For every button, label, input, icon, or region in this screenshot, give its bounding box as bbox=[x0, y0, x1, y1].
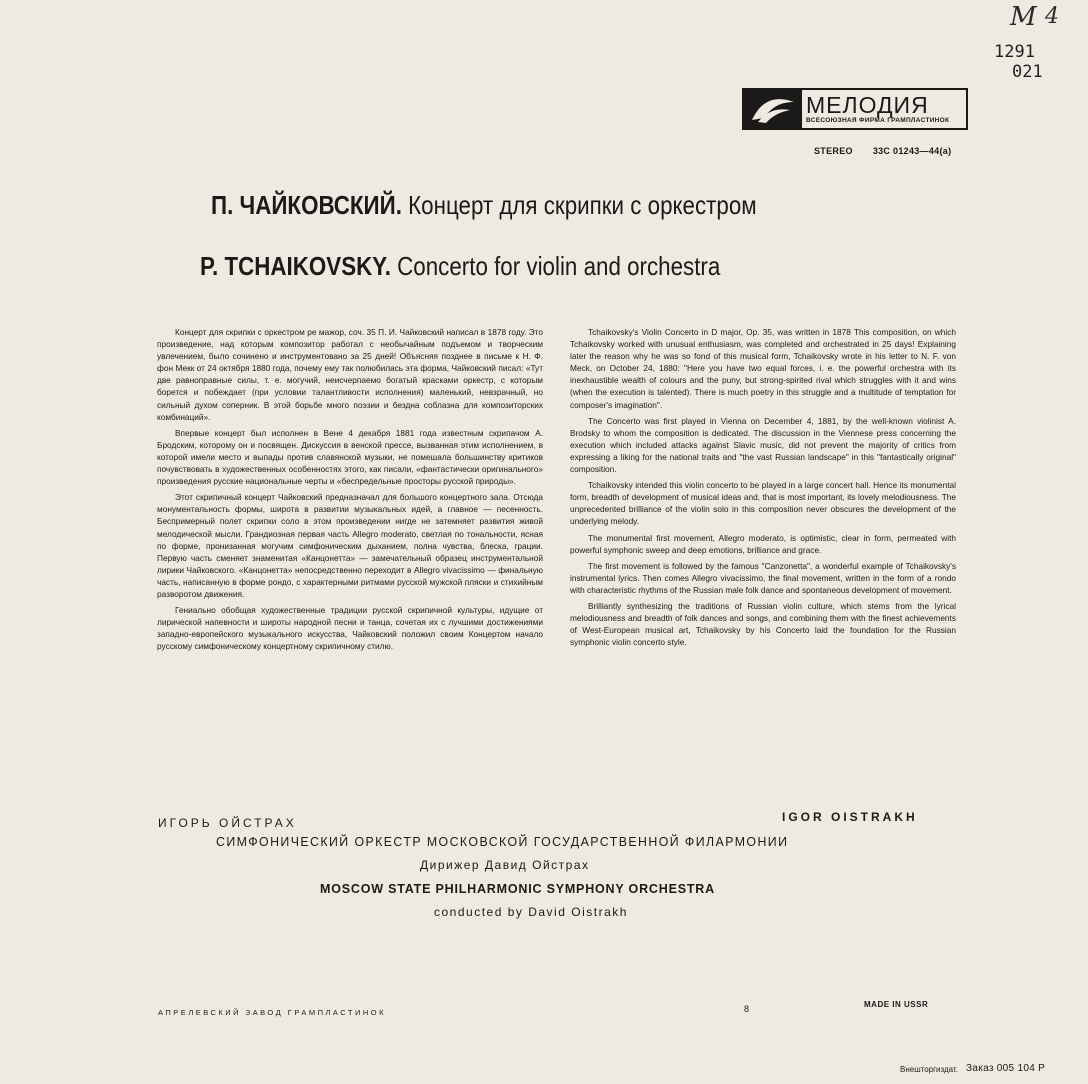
notes-ru-paragraph: Впервые концерт был исполнен в Вене 4 декабря 1881 года известным скрипачом А. Бродским, которому он и посвящен. Дискуссия в венской прессе, вызванная этим исполнением, в которой имели место и выпады против славянской музыки, не помешала большинству критиков почувствовать в художественных особенностях этого, как писали, «фантастически оригинального» произведения русские национальные черты и «беспредельные просторы русской природы». bbox=[157, 427, 543, 487]
soloist-russian: ИГОРЬ ОЙСТРАХ bbox=[158, 816, 297, 830]
work-english: Concerto for violin and orchestra bbox=[397, 251, 721, 281]
notes-ru-paragraph: Концерт для скрипки с оркестром ре мажор, соч. 35 П. И. Чайковский написал в 1878 году. Это произведение, над которым композитор работал с необычайным подъемом и творческим увлечением, было сочинено и инструментовано за 25 дней! Объясняя позднее в письме к Н. Ф. фон Мекк от 24 октября 1880 года, почему ему так полюбилась эта форма, Чайковский писал: «Тут две равноправные силы, т. е. могучий, неисчерпаемо богатый красками оркестр, с которым борется и побеждает (при условии талантливости исполнения) маленький, невзрачный, но сильный духом соперник. В этой борьбе много поэзии и бездна соблазна для композиторских комбинаций». bbox=[157, 327, 543, 422]
notes-en-paragraph: The Concerto was first played in Vienna on December 4, 1881, by the well-known violinist A. Brodsky to whom the composition is dedicated. The discussion in the Viennese press concerning the execution which included attacks against Slavic music, did not prevent the majority of critics from expressing a liking for the national traits and "the vast Russian landscape" in this "fantastically original" composition. bbox=[570, 415, 956, 475]
stamp-number-1: 1291 bbox=[994, 42, 1035, 62]
melodiya-logo-subtitle: ВСЕСОЮЗНАЯ ФИРМА ГРАМПЛАСТИНОК bbox=[806, 117, 950, 124]
composer-russian: П. ЧАЙКОВСКИЙ. bbox=[211, 190, 402, 220]
pressing-plant: АПРЕЛЕВСКИЙ ЗАВОД ГРАМПЛАСТИНОК bbox=[158, 1008, 386, 1017]
orchestra-english: MOSCOW STATE PHILHARMONIC SYMPHONY ORCHESTRA bbox=[320, 882, 715, 896]
composer-english: P. TCHAIKOVSKY. bbox=[200, 251, 391, 281]
stereo-label: STEREO bbox=[814, 146, 853, 156]
melodiya-logo bbox=[742, 88, 968, 130]
publisher-label: Внешторгиздат. bbox=[900, 1065, 958, 1074]
notes-en-paragraph: The monumental first movement, Allegro moderato, is optimistic, clear in form, permeated with powerful symphonic sweep and deep emotions, brilliance and grace. bbox=[570, 532, 956, 555]
liner-notes-russian bbox=[157, 326, 543, 656]
catalog-info bbox=[814, 146, 951, 156]
page-number: 8 bbox=[744, 1004, 752, 1014]
handwritten-mark-m: M bbox=[1010, 2, 1037, 32]
melodiya-emblem-icon bbox=[744, 90, 802, 128]
conductor-russian: Дирижер Давид Ойстрах bbox=[420, 858, 590, 872]
melodiya-logo-name: МЕЛОДИЯ bbox=[806, 92, 929, 118]
notes-en-paragraph: Brilliantly synthesizing the traditions of Russian violin culture, which stems from the lyrical melodiousness and breadth of folk dances and songs, and combining them with the finest achievements of West-European musical art, Tchaikovsky by his Concerto laid the foundation for the Russian symphonic violin concerto style. bbox=[570, 600, 956, 648]
soloist-english: IGOR OISTRAKH bbox=[782, 810, 918, 824]
order-number: Заказ 005 104 Р bbox=[966, 1063, 1046, 1074]
conductor-english: conducted by David Oistrakh bbox=[434, 905, 628, 919]
work-russian: Концерт для скрипки с оркестром bbox=[408, 190, 757, 220]
liner-notes-english bbox=[570, 326, 956, 652]
notes-ru-paragraph: Этот скрипичный концерт Чайковский предназначал для большого концертного зала. Отсюда монументальность формы, широта в развитии музыкальных идей, а главное — песенность. Беспримерный полет скрипки соло в этом произведении нигде не затемняет развития живой мелодической мысли. Грандиозная первая часть Allegro moderato, светлая по тональности, ясная по форме, пронизанная могучим симфоническим дыханием, полна чувства, блеска, грации. Первую часть сменяет знаменитая «Канцонетта» — замечательный образец инструментальной лирики Чайковского. «Канцонетта» непосредственно переходит в Allegro vivacissimo — финальную часть, написанную в форме рондо, с характерными ритмами русской мужской пляски и стихийным разворотом движения. bbox=[157, 492, 543, 599]
catalog-number: 33С 01243—44(a) bbox=[872, 146, 952, 156]
orchestra-russian: СИМФОНИЧЕСКИЙ ОРКЕСТР МОСКОВСКОЙ ГОСУДАРСТВЕННОЙ ФИЛАРМОНИИ bbox=[216, 834, 789, 849]
title-english bbox=[200, 251, 720, 282]
made-in-label: MADE IN USSR bbox=[864, 1000, 929, 1009]
notes-en-paragraph: The first movement is followed by the famous "Canzonetta", a wonderful example of Tchaikovsky's instrumental lyrics. Then comes Allegro vivacissimo, the final movement, written in the form of a rondo with characteristic rhythms of the Russian male folk dance and spontaneous development of movement. bbox=[570, 560, 956, 595]
stamp-number-2: 021 bbox=[1012, 62, 1043, 82]
notes-en-paragraph: Tchaikovsky's Violin Concerto in D major, Op. 35, was written in 1878 This composition, on which Tchaikovsky worked with unusual enthusiasm, was completed and orchestrated in 25 days! Explaining later the reason why he was so fond of this musical form, Tchaikovsky wrote in his letter to N. F. von Meck, on October 24, 1880: "Here you have two equal forces, i. e. the powerful orchestra with its inexhaustible wealth of colours and the puny, but strong-spirited rival which struggles with it and wins (when the execution is talented). There is much poetry in this struggle and a multitude of temptation for composer's imagination". bbox=[570, 327, 956, 410]
notes-en-paragraph: Tchaikovsky intended this violin concerto to be played in a large concert hall. Hence its monumental form, breadth of development of musical ideas and, that is most important, its lovely melodiousness. The unprecedented brilliance of the violin solo in this composition never obscures the development of the underlying melody. bbox=[570, 480, 956, 527]
handwritten-mark-4: 4 bbox=[1045, 4, 1059, 29]
notes-ru-paragraph: Гениально обобщая художественные традиции русской скрипичной культуры, идущие от лирической напевности и широты народной песни и танца, сочетая их с лучшими достижениями западно-европейского музыкального искусства, Чайковский положил своим Концертом начало русскому симфоническому концертному скрипичному стилю. bbox=[157, 605, 543, 652]
title-russian bbox=[211, 190, 757, 221]
